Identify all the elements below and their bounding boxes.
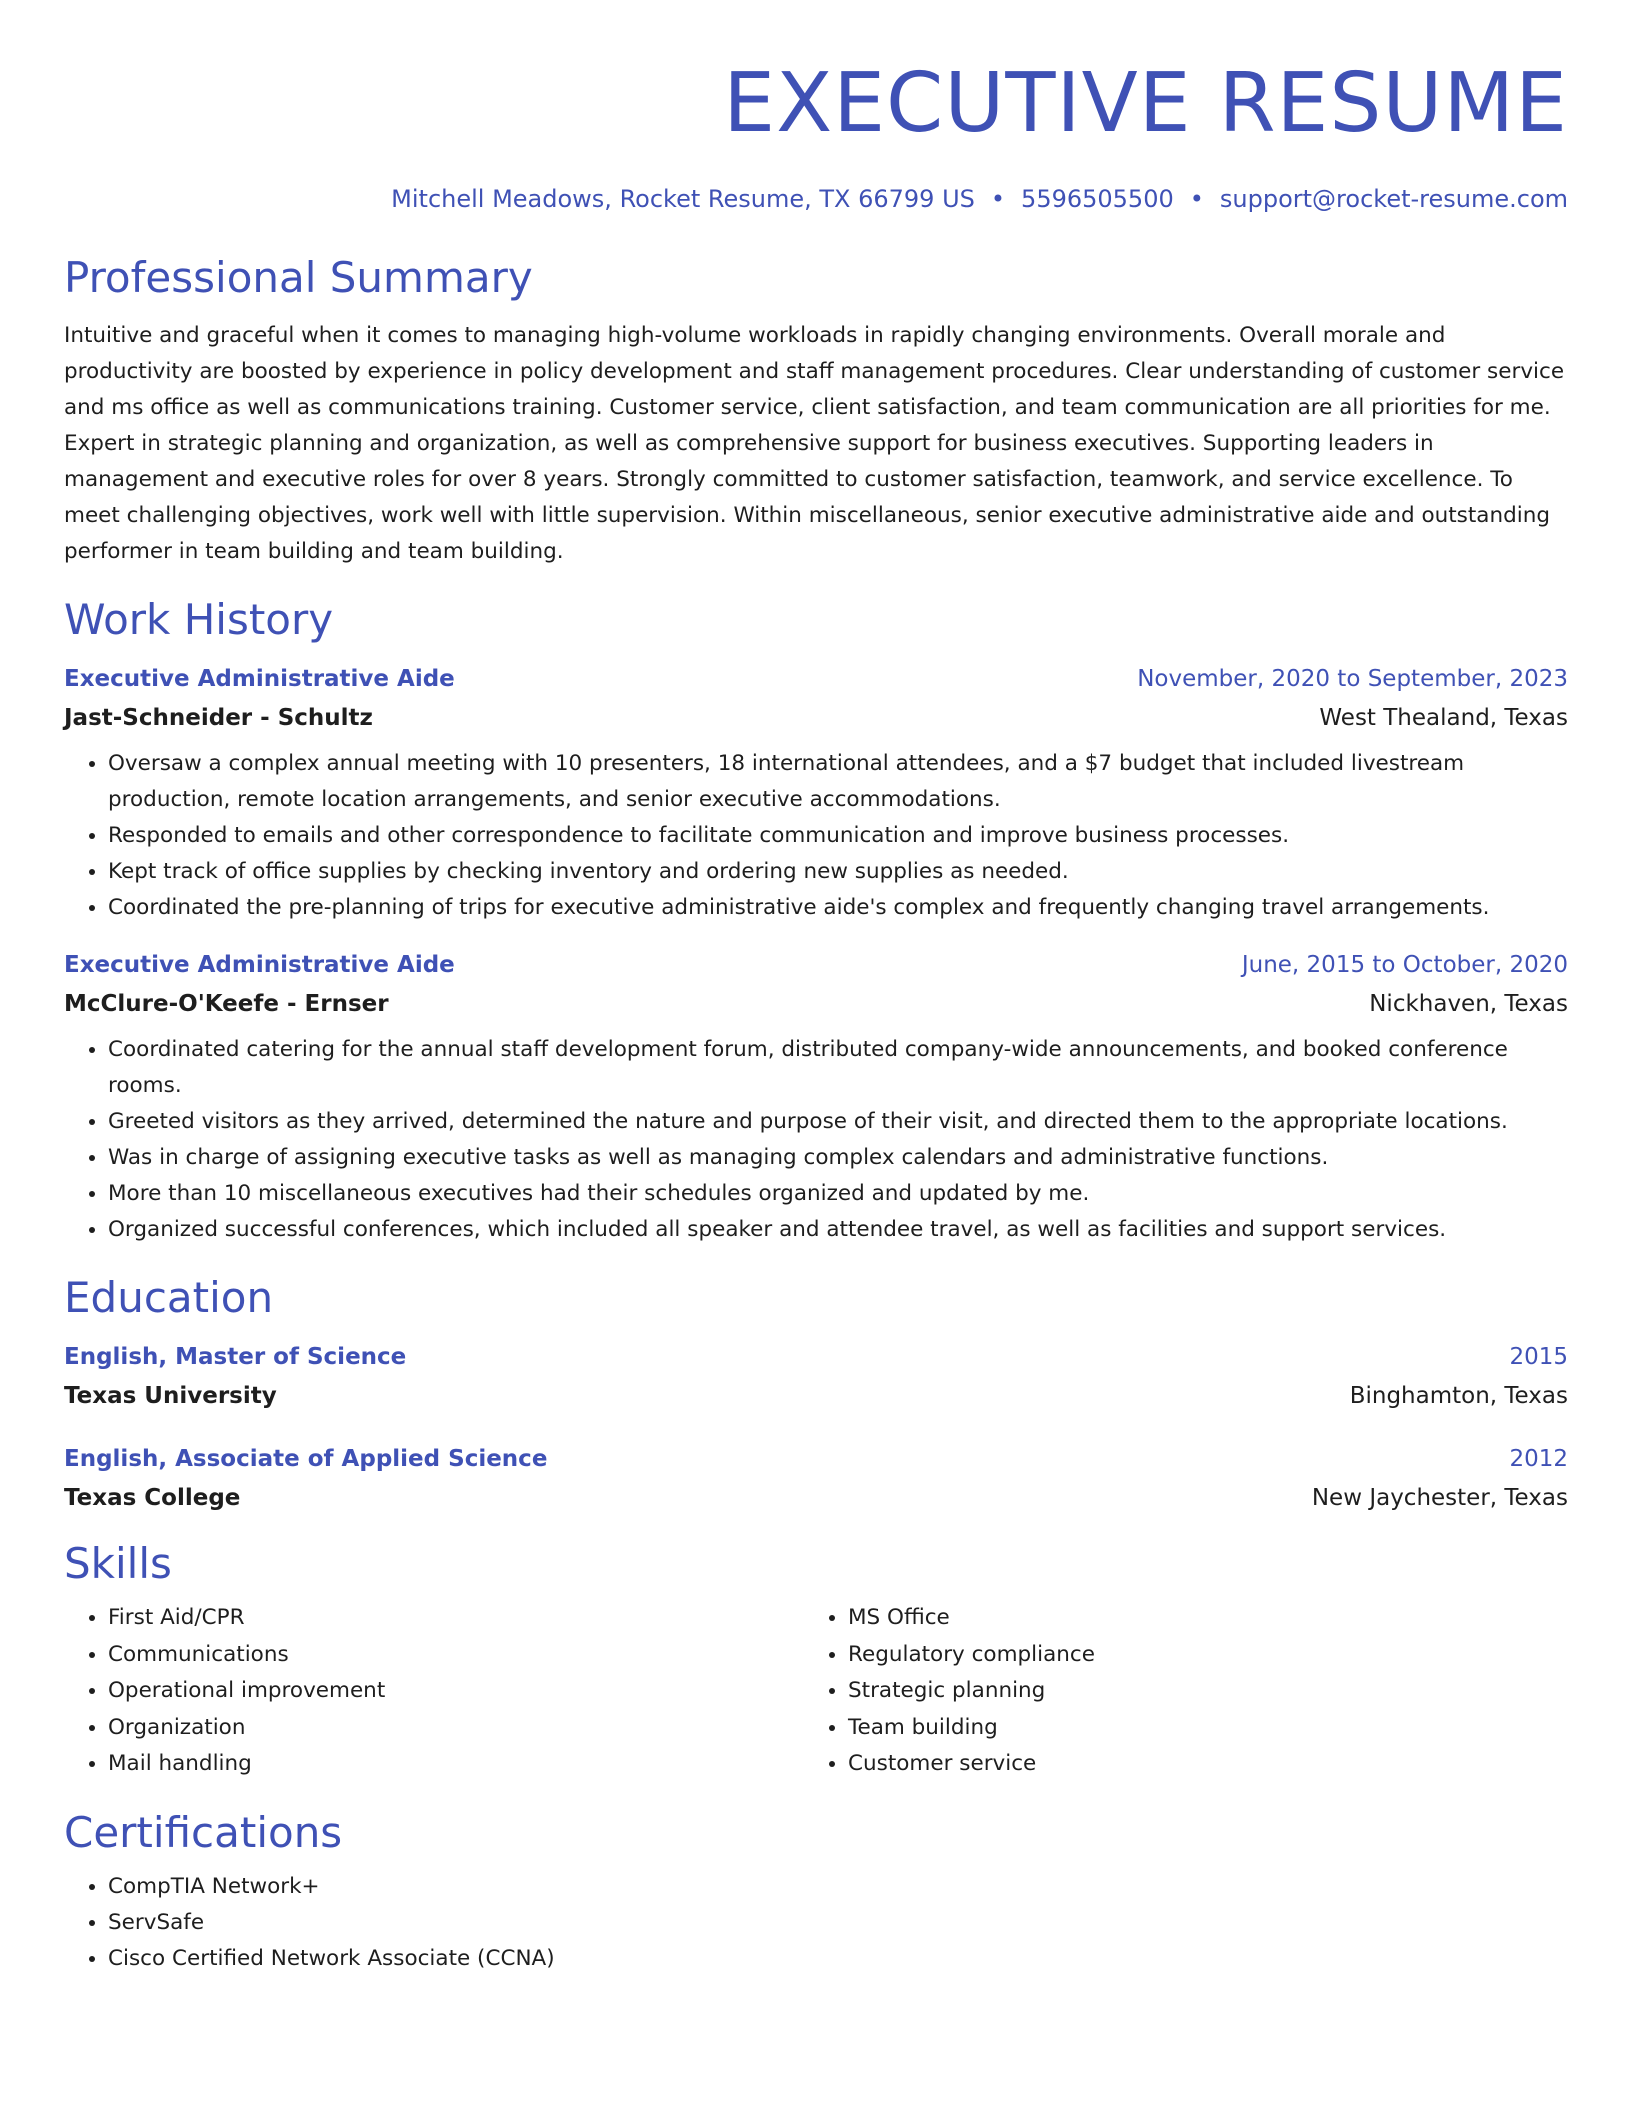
job-header-row	[64, 948, 1568, 982]
skill-item: • Communications	[108, 1637, 804, 1674]
job-bullets	[64, 1032, 1568, 1248]
education-year: 2012	[1509, 1446, 1568, 1472]
education-degree: English, Master of Science	[64, 1344, 407, 1370]
job-location: West Thealand, Texas	[1319, 705, 1568, 731]
job-company-row	[64, 986, 1568, 1022]
skills-column-right	[804, 1600, 1095, 1783]
skill-item: • Organization	[108, 1710, 804, 1747]
skill-item: • Mail handling	[108, 1746, 804, 1783]
job-company: McClure-O'Keefe - Ernser	[64, 991, 389, 1017]
resume-title: EXECUTIVE RESUME	[723, 56, 1568, 151]
contact-phone: 5596505500	[1021, 185, 1174, 213]
skill-item: • Team building	[848, 1710, 1095, 1747]
job-company: Jast-Schneider - Schultz	[64, 705, 373, 731]
job-title: Executive Administrative Aide	[64, 666, 455, 692]
skill-item: • Strategic planning	[848, 1673, 1095, 1710]
job-bullet: • Coordinated the pre-planning of trips for executive administrative aide's complex and frequently changing travel arrangements.	[108, 890, 1568, 926]
education-school: Texas College	[64, 1485, 241, 1511]
job-location: Nickhaven, Texas	[1369, 991, 1568, 1017]
job-bullet: • Was in charge of assigning executive tasks as well as managing complex calendars and administrative functions.	[108, 1140, 1568, 1176]
summary-text: Intuitive and graceful when it comes to managing high-volume workloads in rapidly changing environments. Overall morale and productivity are boosted by experience in policy development and staff management procedures. Clear understanding of customer service and ms office as well as communications training. Customer service, client satisfaction, and team communication are all priorities for me. Expert in strategic planning and organization, as well as comprehensive support for business executives. Supporting leaders in management and executive roles for over 8 years. Strongly committed to customer satisfaction, teamwork, and service excellence. To meet challenging objectives, work well with little supervision. Within miscellaneous, senior executive administrative aide and outstanding performer in team building and team building.	[64, 323, 1565, 564]
skill-item: • MS Office	[848, 1600, 1095, 1637]
job-header-row	[64, 662, 1568, 696]
skill-item: • Operational improvement	[108, 1673, 804, 1710]
job-bullet: • Greeted visitors as they arrived, determined the nature and purpose of their visit, and directed them to the appropriate locations.	[108, 1104, 1568, 1140]
education-entry	[64, 1340, 1568, 1414]
certifications-list	[64, 1869, 1568, 1977]
education-entry	[64, 1442, 1568, 1516]
job-dates: June, 2015 to October, 2020	[1241, 952, 1568, 978]
education-location: Binghamton, Texas	[1349, 1383, 1568, 1409]
contact-email: support@rocket-resume.com	[1219, 185, 1568, 213]
contact-address: Mitchell Meadows, Rocket Resume, TX 66799 US	[391, 185, 975, 213]
job-entry	[64, 948, 1568, 1248]
skills-column-left	[64, 1600, 804, 1783]
job-bullet: • Organized successful conferences, which included all speaker and attendee travel, as well as facilities and support services.	[108, 1212, 1568, 1248]
job-bullet: • Coordinated catering for the annual staff development forum, distributed company-wide announcements, and booked conference rooms.	[108, 1032, 1568, 1104]
certification-item: • ServSafe	[108, 1905, 1568, 1941]
skills-heading: Skills	[64, 1539, 172, 1588]
job-bullet: • Kept track of office supplies by checking inventory and ordering new supplies as needed.	[108, 854, 1568, 890]
job-title: Executive Administrative Aide	[64, 952, 455, 978]
certifications-heading: Certifications	[64, 1807, 343, 1857]
summary-heading: Professional Summary	[64, 253, 533, 302]
education-header-row	[64, 1442, 1568, 1476]
education-header-row	[64, 1340, 1568, 1374]
education-school: Texas University	[64, 1383, 277, 1409]
education-year: 2015	[1509, 1344, 1568, 1370]
skill-item: • Regulatory compliance	[848, 1637, 1095, 1674]
education-school-row	[64, 1378, 1568, 1414]
education-degree: English, Associate of Applied Science	[64, 1446, 548, 1472]
skill-item: • Customer service	[848, 1746, 1095, 1783]
contact-line	[64, 182, 1568, 216]
contact-separator: •	[990, 185, 1006, 213]
skill-item: • First Aid/CPR	[108, 1600, 804, 1637]
job-dates: November, 2020 to September, 2023	[1137, 666, 1568, 692]
education-heading: Education	[64, 1273, 274, 1322]
job-bullet: • More than 10 miscellaneous executives had their schedules organized and updated by me.	[108, 1176, 1568, 1212]
work-history-heading: Work History	[64, 595, 334, 644]
job-bullets	[64, 746, 1568, 926]
education-location: New Jaychester, Texas	[1311, 1485, 1568, 1511]
contact-separator: •	[1189, 185, 1204, 213]
job-bullet: • Responded to emails and other correspondence to facilitate communication and improve business processes.	[108, 818, 1568, 854]
skills-list	[64, 1600, 1568, 1783]
certification-item: • CompTIA Network+	[108, 1869, 1568, 1905]
job-company-row	[64, 700, 1568, 736]
job-bullet: • Oversaw a complex annual meeting with 10 presenters, 18 international attendees, and a $7 budget that included livestream production, remote location arrangements, and senior executive accommodations.	[108, 746, 1568, 818]
job-entry	[64, 662, 1568, 926]
certification-item: • Cisco Certified Network Associate (CCNA)	[108, 1941, 1568, 1977]
education-school-row	[64, 1480, 1568, 1516]
